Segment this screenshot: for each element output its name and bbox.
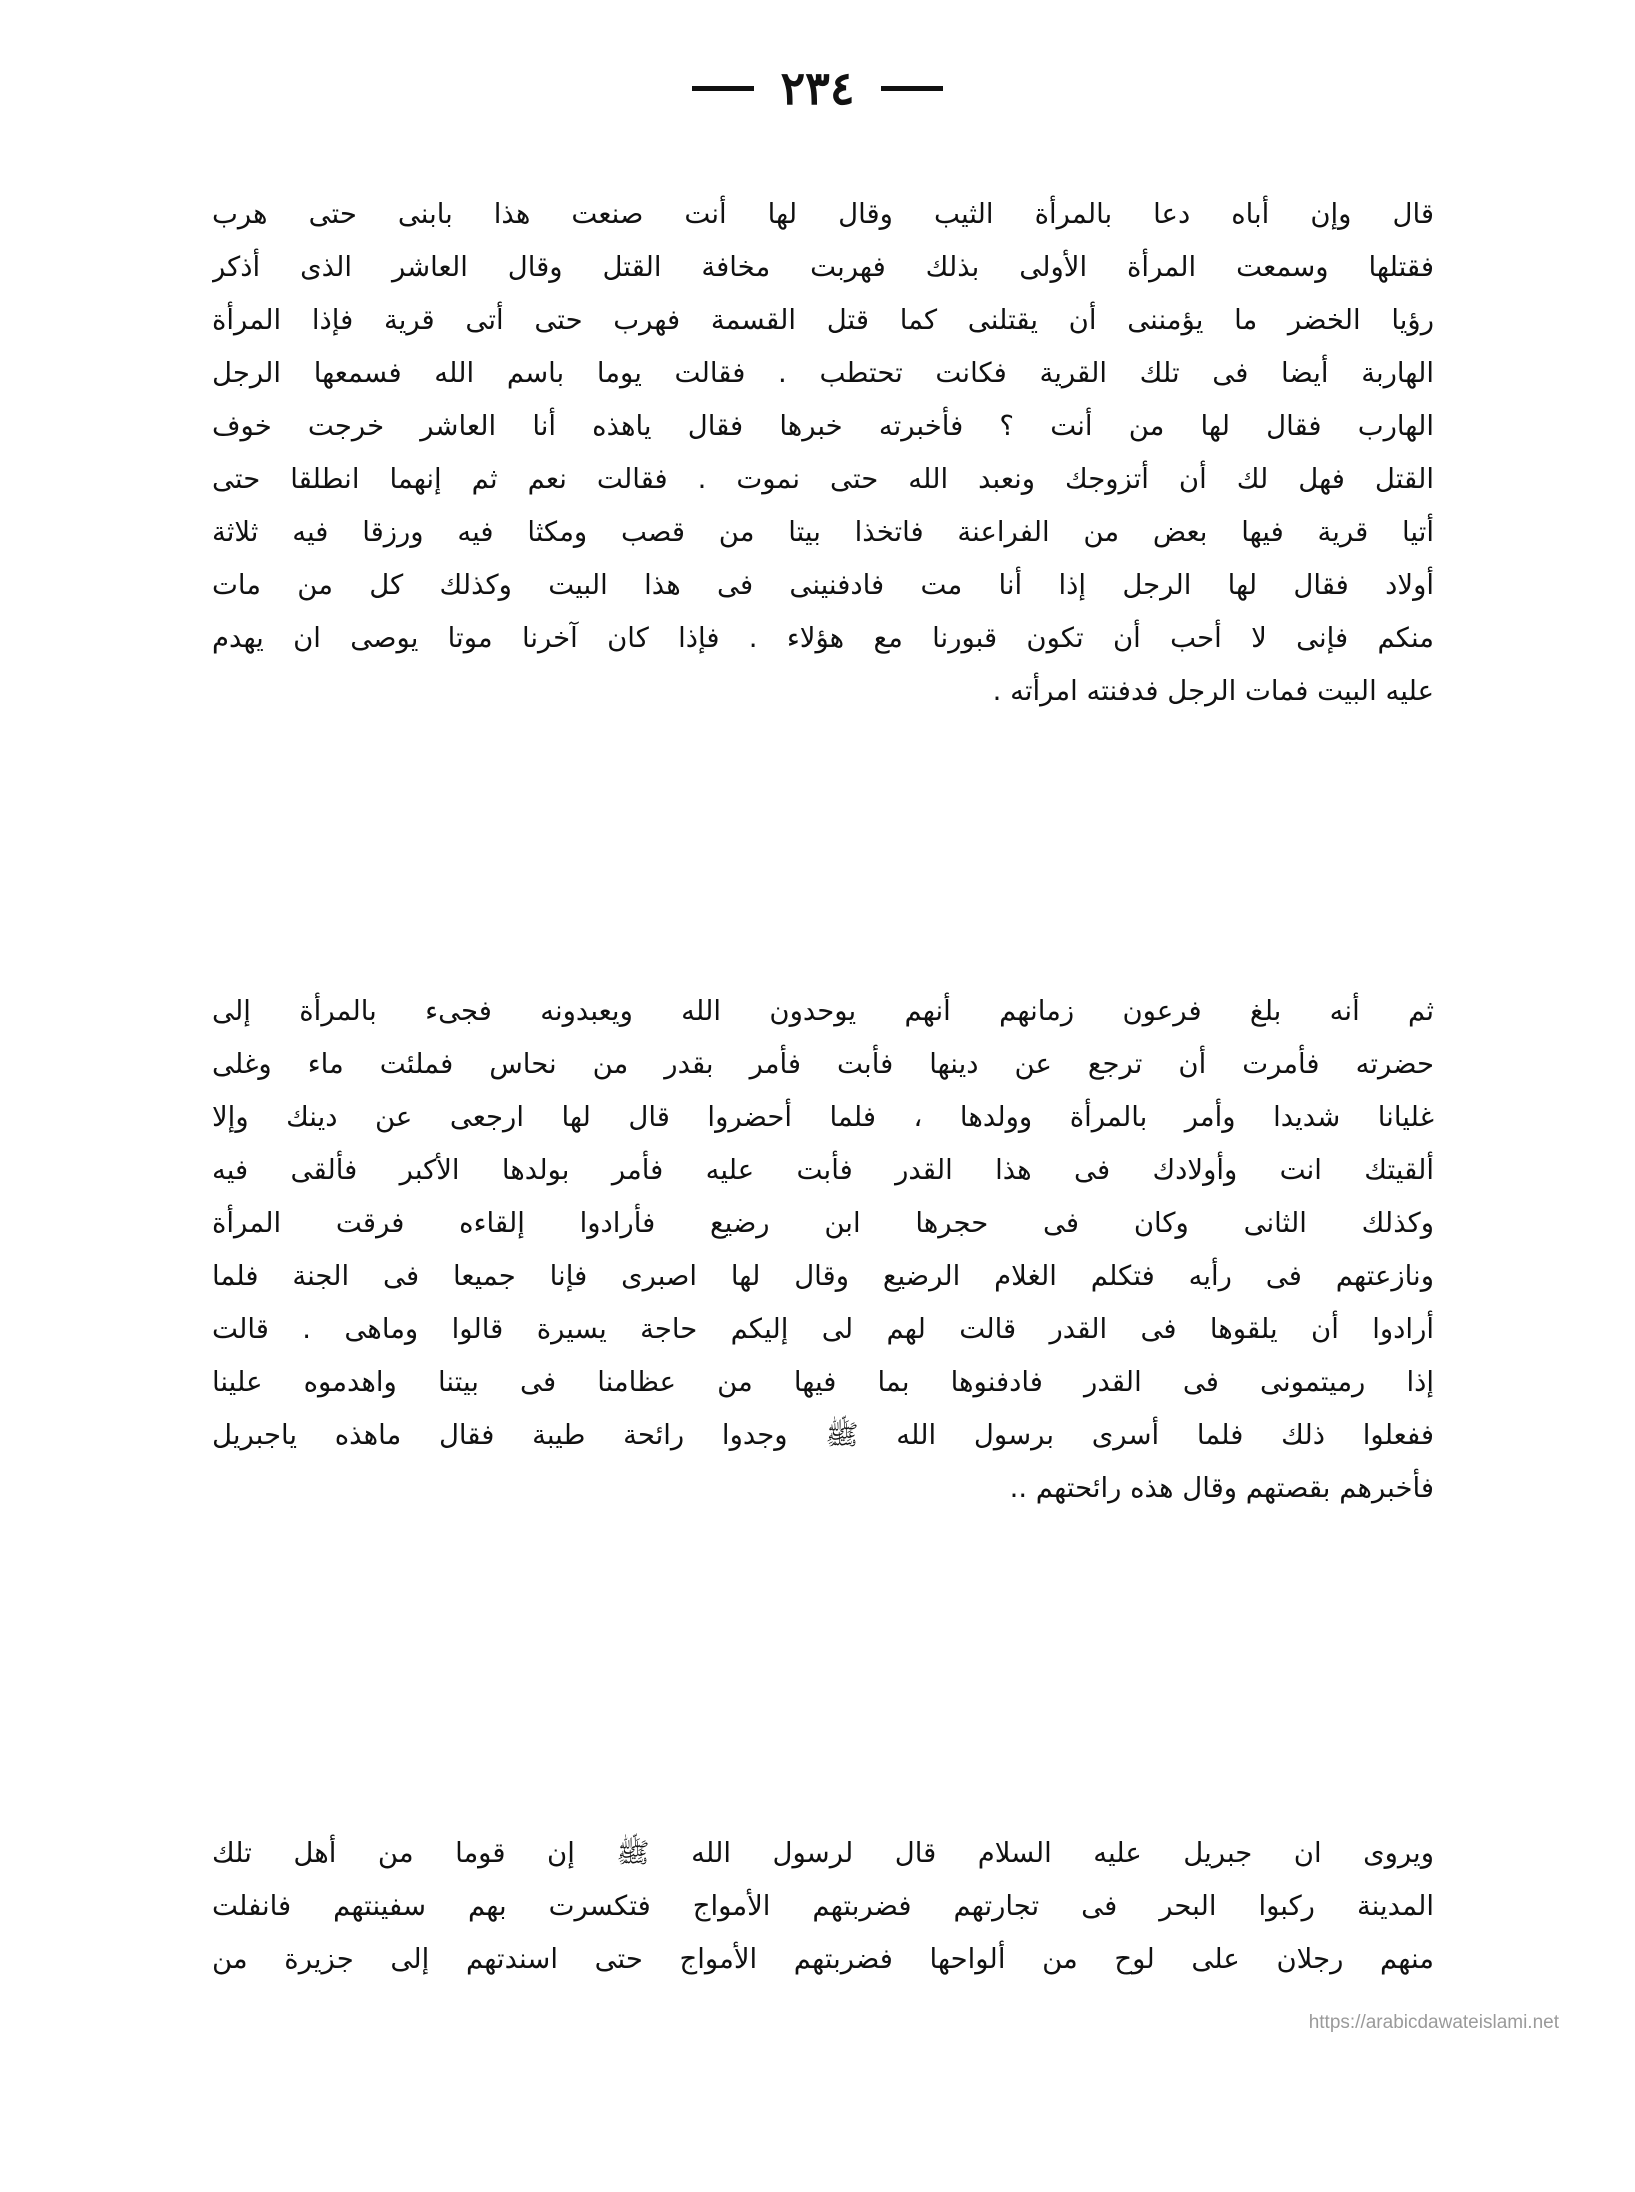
text-line: الهارب فقال لها من أنت ؟ فأخبرته خبرها فقال ياهذه أنا العاشر خرجت خوف: [212, 410, 1434, 442]
paragraph-2: [212, 985, 1434, 1515]
text-line: رؤيا الخضر ما يؤمننى أن يقتلنى كما قتل القسمة فهرب حتى أتى قرية فإذا المرأة: [212, 304, 1434, 336]
text-line: منهم رجلان على لوح من ألواحها فضربتهم الأمواج حتى اسندتهم إلى جزيرة من: [212, 1943, 1434, 1975]
text-line: فقتلها وسمعت المرأة الأولى بذلك فهربت مخافة القتل وقال العاشر الذى أذكر: [212, 251, 1434, 283]
header-dash-right: [881, 86, 943, 91]
text-line: إذا رميتمونى فى القدر فادفنوها بما فيها من عظامنا فى بيتنا واهدموه علينا: [212, 1366, 1434, 1398]
watermark-url: https://arabicdawateislami.net: [1308, 2012, 1559, 2033]
text-line: منكم فإنى لا أحب أن تكون قبورنا مع هؤلاء . فإذا كان آخرنا موتا يوصى ان يهدم: [212, 622, 1434, 654]
text-line: ألقيتك انت وأولادك فى هذا القدر فأبت عليه فأمر بولدها الأكبر فألقى فيه: [212, 1154, 1434, 1186]
header-dash-left: [692, 86, 754, 91]
text-line: عليه البيت فمات الرجل فدفنته امرأته .: [992, 675, 1434, 707]
text-line: ثم أنه بلغ فرعون زمانهم أنهم يوحدون الله ويعبدونه فجىء بالمرأة إلى: [212, 995, 1434, 1027]
text-line: أرادوا أن يلقوها فى القدر قالت لهم لى إليكم حاجة يسيرة قالوا وماهى . قالت: [212, 1313, 1434, 1345]
text-line: قال وإن أباه دعا بالمرأة الثيب وقال لها أنت صنعت هذا بابنى حتى هرب: [212, 198, 1434, 230]
page-number: ٢٣٤: [780, 61, 855, 115]
text-line: القتل فهل لك أن أتزوجك ونعبد الله حتى نموت . فقالت نعم ثم إنهما انطلقا حتى: [212, 463, 1434, 495]
text-line: حضرته فأمرت أن ترجع عن دينها فأبت فأمر بقدر من نحاس فملئت ماء وغلى: [212, 1048, 1434, 1080]
text-line: أولاد فقال لها الرجل إذا أنا مت فادفنينى فى هذا البيت وكذلك كل من مات: [212, 569, 1434, 601]
page-header: [0, 58, 1635, 118]
text-line: غليانا شديدا وأمر بالمرأة وولدها ، فلما أحضروا قال لها ارجعى عن دينك وإلا: [212, 1101, 1434, 1133]
text-line: أتيا قرية فيها بعض من الفراعنة فاتخذا بيتا من قصب ومكثا فيه ورزقا فيه ثلاثة: [212, 516, 1434, 548]
text-line: الهاربة أيضا فى تلك القرية فكانت تحتطب . فقالت يوما باسم الله فسمعها الرجل: [212, 357, 1434, 389]
text-line: ونازعتهم فى رأيه فتكلم الغلام الرضيع وقال لها اصبرى فإنا جميعا فى الجنة فلما: [212, 1260, 1434, 1292]
text-line: ففعلوا ذلك فلما أسرى برسول الله ﷺ وجدوا رائحة طيبة فقال ماهذه ياجبريل: [212, 1419, 1434, 1451]
text-line: المدينة ركبوا البحر فى تجارتهم فضربتهم الأمواج فتكسرت بهم سفينتهم فانفلت: [212, 1890, 1434, 1922]
text-line: ويروى ان جبريل عليه السلام قال لرسول الله ﷺ إن قوما من أهل تلك: [212, 1837, 1434, 1869]
paragraph-1: [212, 188, 1434, 718]
paragraph-3: [212, 1827, 1434, 1986]
text-line: فأخبرهم بقصتهم وقال هذه رائحتهم ..: [1009, 1472, 1434, 1504]
text-line: وكذلك الثانى وكان فى حجرها ابن رضيع فأرادوا إلقاءه فرقت المرأة: [212, 1207, 1434, 1239]
